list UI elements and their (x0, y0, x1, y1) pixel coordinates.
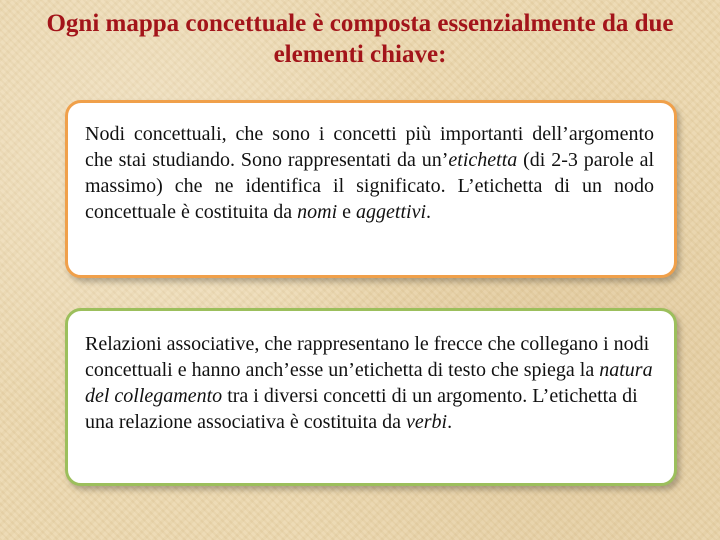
associative-relations-box (65, 308, 677, 486)
slide-title (0, 8, 720, 70)
associative-relations-text-3: . (447, 411, 453, 433)
concept-nodes-text (85, 121, 654, 225)
associative-relations-em-nature: natura del collegamento (85, 359, 653, 407)
concept-nodes-text-2: (di 2-3 parole al massimo) che ne identifica il significato. L’etichetta di un nodo concettuale è costituita da (85, 149, 655, 223)
concept-nodes-text-1: , che sono i concetti più importanti dell’argomento che stai studiando. Sono rappresentati da un’ (85, 123, 655, 171)
associative-relations-text (85, 331, 654, 435)
associative-relations-text-1: , che rappresentano le frecce che collegano i nodi concettuali e hanno anch’esse un’etichetta di testo che spiega la (85, 333, 650, 381)
concept-nodes-em-nouns: nomi (297, 201, 338, 223)
associative-relations-term: Relazioni associative (85, 333, 255, 355)
slide-title-line-2: elementi chiave: (273, 41, 447, 68)
concept-nodes-em-adjectives: aggettivi (356, 201, 427, 223)
concept-nodes-text-3: e (337, 201, 357, 223)
slide-title-line-1: Ogni mappa concettuale è composta essenzialmente da due (46, 10, 674, 37)
associative-relations-text-2: tra i diversi concetti di un argomento. L’etichetta di una relazione associativa è costituita da (85, 385, 638, 433)
concept-nodes-box (65, 100, 677, 278)
associative-relations-em-verbs: verbi (405, 411, 448, 433)
concept-nodes-em-label: etichetta (448, 149, 518, 171)
concept-nodes-text-4: . (426, 201, 432, 223)
concept-nodes-term: Nodi concettuali (85, 123, 222, 145)
